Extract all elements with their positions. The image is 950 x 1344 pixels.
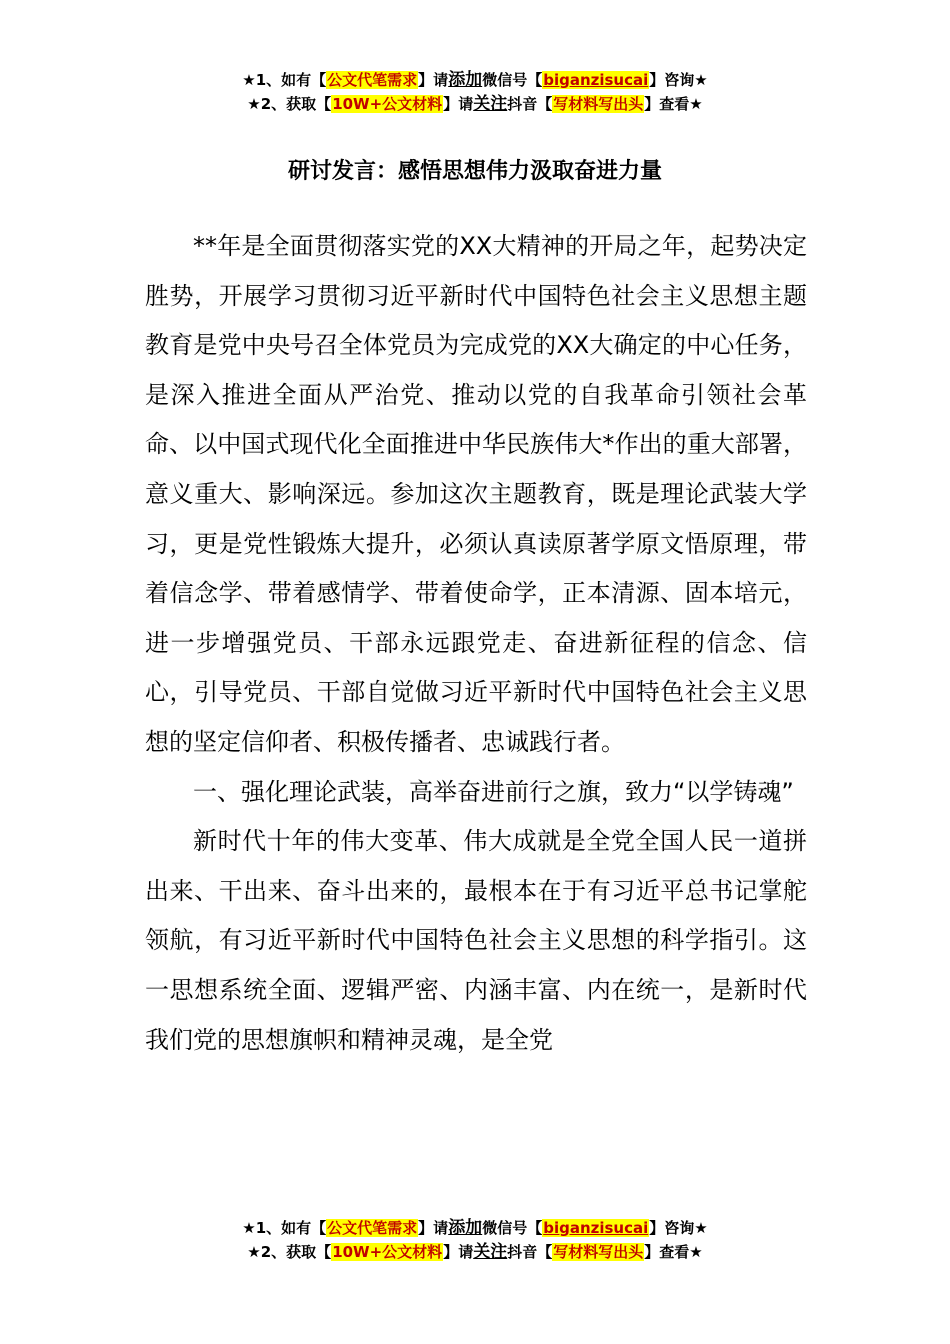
banner-line-2 [0,92,950,116]
banner-wechat-id: biganzisucai [543,1219,649,1237]
banner-emphasis: 关注 [473,1242,508,1262]
banner-text: 微信号【 [482,1219,543,1237]
banner-emphasis: 添加 [448,1218,483,1238]
banner-emphasis: 关注 [473,94,508,114]
header-banner [0,68,950,116]
banner-text: 微信号【 [482,71,543,89]
banner-text: 】请 [418,1219,449,1237]
banner-text: 】请 [443,1243,474,1261]
section-heading: 一、强化理论武装，高举奋进前行之旗，致力“以学铸魂” [193,777,794,806]
banner-text: 】查看★ [644,1243,703,1261]
banner-douyin-id: 写材料写出头 [553,1243,644,1261]
banner-wechat-id: biganzisucai [543,71,649,89]
banner-text: 】请 [418,71,449,89]
banner-line-1 [0,1216,950,1240]
banner-highlight: 公文代笔需求 [327,71,418,89]
banner-text: 抖音【 [507,1243,553,1261]
footer-banner [0,1216,950,1264]
banner-text: 】咨询★ [649,71,708,89]
banner-line-1 [0,68,950,92]
banner-text: ★2、获取【 [247,1243,332,1261]
document-body [145,222,807,1065]
banner-highlight: 公文代笔需求 [327,1219,418,1237]
banner-text: ★2、获取【 [247,95,332,113]
banner-line-2 [0,1240,950,1264]
banner-text: 】咨询★ [649,1219,708,1237]
banner-text: 抖音【 [507,95,553,113]
banner-text: 】请 [443,95,474,113]
banner-text: ★1、如有【 [242,71,327,89]
banner-text: ★1、如有【 [242,1219,327,1237]
banner-text: 】查看★ [644,95,703,113]
banner-douyin-id: 写材料写出头 [553,95,644,113]
document-title: 研讨发言：感悟思想伟力汲取奋进力量 [287,159,662,184]
paragraph: **年是全面贯彻落实党的XX大精神的开局之年，起势决定胜势，开展学习贯彻习近平新时代中国特色社会主义思想主题教育是党中央号召全体党员为完成党的XX大确定的中心任务，是深入推进全面从严治党、推动以党的自我革命引领社会革命、以中国式现代化全面推进中华民族伟大*作出的重大部署，意义重大、影响深远。参加这次主题教育，既是理论武装大学习，更是党性锻炼大提升，必须认真读原著学原文悟原理，带着信念学、带着感情学、带着使命学，正本清源、固本培元，进一步增强党员、干部永远跟党走、奋进新征程的信念、信心，引导党员、干部自觉做习近平新时代中国特色社会主义思想的坚定信仰者、积极传播者、忠诚践行者。 [145,232,807,756]
paragraph: 新时代十年的伟大变革、伟大成就是全党全国人民一道拼出来、干出来、奋斗出来的，最根本在于有习近平总书记掌舵领航，有习近平新时代中国特色社会主义思想的科学指引。这一思想系统全面、逻辑严密、内涵丰富、内在统一，是新时代我们党的思想旗帜和精神灵魂，是全党 [145,827,807,1054]
banner-highlight: 10W+公文材料 [332,95,443,113]
banner-highlight: 10W+公文材料 [332,1243,443,1261]
banner-emphasis: 添加 [448,70,483,90]
